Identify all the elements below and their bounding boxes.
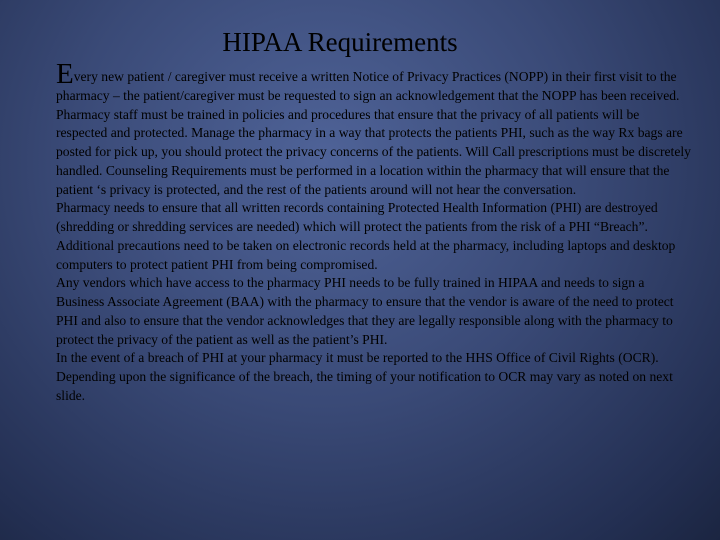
paragraph-breach-reporting: In the event of a breach of PHI at your pharmacy it must be reported to the HHS Office of Civil Rights (OCR). Depending upon the significance of the breach, the timing of your notification to OCR may vary as noted on next slide.: [56, 350, 673, 403]
paragraph-staff-training: Pharmacy staff must be trained in policies and procedures that ensure that the privacy of all patients will be respected and protected. Manage the pharmacy in a way that protects the patients PHI, such as the way Rx bags are posted for pick up, you should protect the privacy concerns of the patients. Will Call prescriptions must be discretely handled. Counseling Requirements must be performed in a location within the pharmacy that will ensure that the patient ‘s privacy is protected, and the rest of the patients around will not hear the conversation.: [56, 106, 691, 197]
paragraph-initial-letter: E: [56, 58, 74, 90]
paragraph-nopp-text: very new patient / caregiver must receive a written Notice of Privacy Practices (NOPP) in their first visit to the pharmacy – the patient/caregiver must be requested to sign an acknowledgement that the NOPP has been received.: [56, 69, 680, 103]
slide-body: [56, 58, 692, 406]
paragraph-nopp: [56, 58, 692, 106]
paragraph-records-destruction: Pharmacy needs to ensure that all written records containing Protected Health Information (PHI) are destroyed (shredding or shredding services are needed) which will protect the patients from the risk of a PHI “Breach”. Additional precautions need to be taken on electronic records held at the pharmacy, including laptops and desktop computers to protect patient PHI from being compromised.: [56, 200, 676, 272]
slide-title: HIPAA Requirements: [222, 27, 458, 57]
paragraph-vendors-baa: Any vendors which have access to the pharmacy PHI needs to be fully trained in HIPAA and needs to sign a Business Associate Agreement (BAA) with the pharmacy to ensure that the vendor is aware of the need to protect PHI and also to ensure that the vendor acknowledges that they are legally responsible along with the pharmacy to protect the privacy of the patient as well as the patient’s PHI.: [56, 275, 674, 347]
